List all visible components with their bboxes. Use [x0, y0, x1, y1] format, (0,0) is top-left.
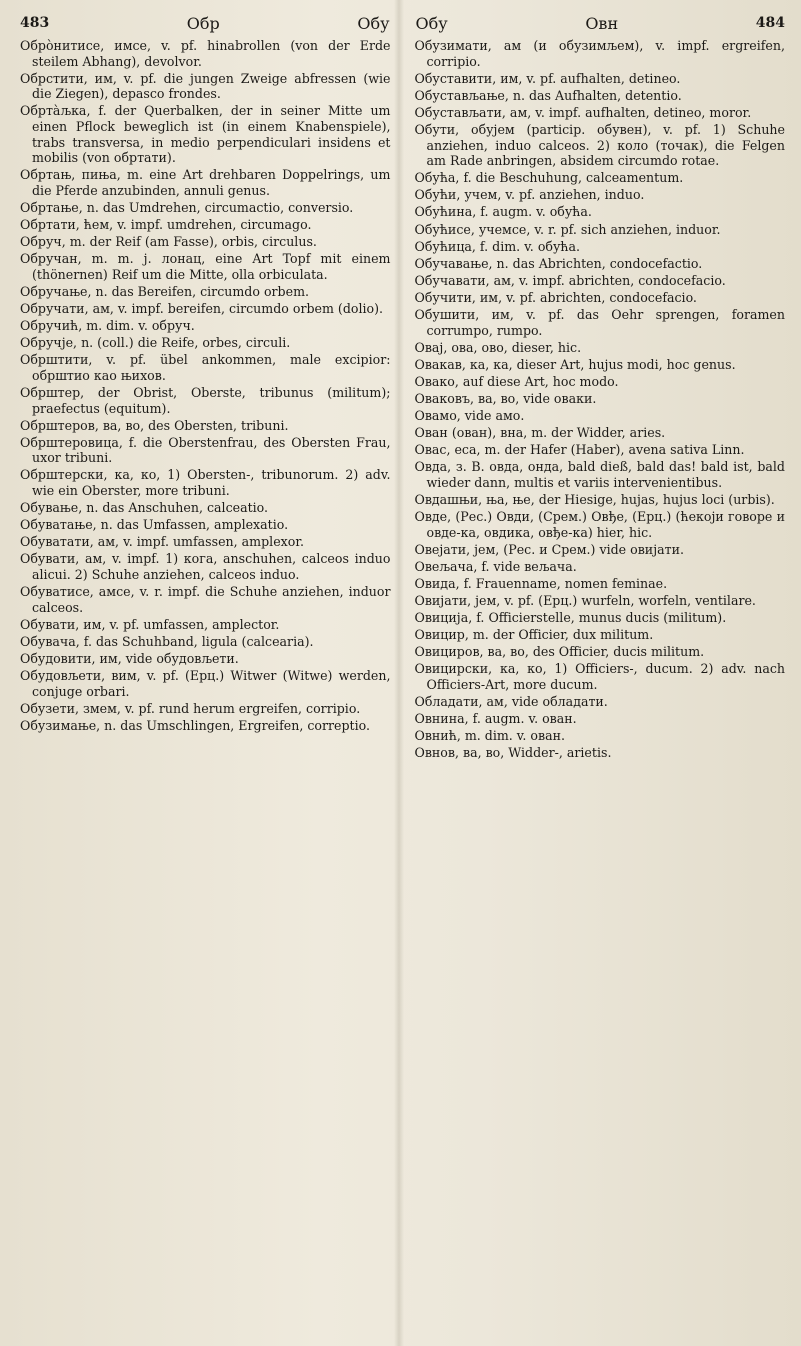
right-column	[415, 38, 786, 763]
guide-word-right-first: Обу	[415, 13, 448, 33]
dictionary-entry: Обручје, n. (coll.) die Reife, orbes, circuli.	[20, 335, 291, 351]
dictionary-entry: Обрта̀љка, f. der Querbalken, der in seiner Mitte um einen Pflock beweglich ist (in einem Knabenspiele), trabs transversa, in medio perpendiculari insidens et mobilis (von обртати).	[20, 103, 391, 166]
dictionary-entry: Обруч, m. der Reif (am Fasse), orbis, circulus.	[20, 234, 317, 250]
dictionary-entry: Обућа, f. die Beschuhung, calceamentum.	[414, 170, 684, 186]
dictionary-entry: Обустављати, ам, v. impf. aufhalten, detineo, moror.	[414, 104, 752, 120]
page-gutter	[394, 0, 404, 1346]
dictionary-entry: Ован (ован), вна, m. der Widder, aries.	[414, 425, 666, 441]
dictionary-entry: Обуставити, им, v. pf. aufhalten, detineo.	[414, 70, 681, 86]
dictionary-entry: Овељача, f. vide вељача.	[414, 558, 577, 574]
dictionary-entry: Обучити, им, v. pf. abrichten, condocefacio.	[414, 289, 697, 305]
dictionary-entry: Обућисе, учемсе, v. r. pf. sich anziehen, induor.	[414, 221, 721, 237]
page-number-left: 483	[20, 15, 50, 31]
dictionary-entry: Овако, auf diese Art, hoc modo.	[414, 373, 619, 389]
dictionary-entry: Овакав, ка, ка, dieser Art, hujus modi, hoc genus.	[414, 356, 736, 372]
dictionary-entry: Обузети, змем, v. pf. rund herum ergreifen, corripio.	[20, 700, 361, 716]
dictionary-entry: Овнина, f. augm. v. ован.	[414, 711, 577, 727]
dictionary-entry: Овнов, ва, во, Widder-, arietis.	[414, 745, 612, 761]
dictionary-entry: Обући, учем, v. pf. anziehen, induo.	[414, 187, 645, 203]
dictionary-entry: Обрштер, der Obrist, Oberste, tribunus (militum); praefectus (equitum).	[20, 384, 391, 416]
dictionary-entry: Обузимати, ам (и обузимљем), v. impf. ergreifen, corripio.	[414, 38, 785, 69]
dictionary-entry: Обување, n. das Anschuhen, calceatio.	[20, 500, 269, 516]
dictionary-entry: Овицир, m. der Officier, dux militum.	[414, 627, 654, 643]
dictionary-entry: Обучавати, ам, v. impf. abrichten, condocefacio.	[414, 272, 726, 288]
dictionary-entry: Овнић, m. dim. v. ован.	[414, 728, 566, 744]
dictionary-entry: Обртати, ћем, v. impf. umdrehen, circumago.	[20, 217, 312, 233]
page-number-right: 484	[755, 15, 785, 31]
dictionary-entry: Овдашњи, ња, ње, der Hiesige, hujas, hujus loci (urbis).	[414, 492, 775, 508]
guide-word-right-last: Овн	[585, 13, 619, 33]
dictionary-entry: Обрштити, v. pf. übel ankommen, male excipior: обрштио као њихов.	[20, 352, 391, 383]
dictionary-entry: Овејати, јем, (Рес. и Срем.) vide овијати.	[414, 541, 684, 557]
dictionary-entry: Обувати, им, v. pf. umfassen, amplector.	[20, 616, 280, 632]
dictionary-entry: Обручић, m. dim. v. обруч.	[20, 318, 195, 334]
dictionary-entry: Обуватати, ам, v. impf. umfassen, amplexor.	[20, 534, 304, 550]
dictionary-entry: Овај, ова, ово, dieser, hic.	[414, 339, 582, 355]
dictionary-entry: Овициров, ва, во, des Officier, ducis militum.	[414, 644, 705, 660]
dictionary-entry: Обуватисе, амсе, v. r. impf. die Schuhe anziehen, induor calceos.	[20, 584, 391, 615]
dictionary-entry: Обручање, n. das Bereifen, circumdo orbem.	[20, 283, 310, 299]
dictionary-entry: Оваковъ, ва, во, vide оваки.	[414, 390, 597, 406]
dictionary-entry: Овида, f. Frauenname, nomen feminae.	[414, 576, 668, 591]
dictionary-entry: Обрòнитисе, имсе, v. pf. hinabrollen (von der Erde steilem Abhang), devolvor.	[20, 38, 391, 69]
dictionary-entry: Обучавање, n. das Abrichten, condocefactio.	[414, 255, 703, 271]
dictionary-entry: Обућица, f. dim. v. обућа.	[414, 238, 581, 254]
dictionary-entry: Обрштеровица, f. die Oberstenfrau, des Obersten Frau, uxor tribuni.	[20, 434, 391, 466]
guide-word-left-first: Обр	[186, 13, 220, 33]
dictionary-entry: Обудовити, им, vide обудовљети.	[20, 650, 239, 666]
dictionary-entry: Обртањ, пиња, m. eine Art drehbaren Doppelrings, um die Pferde anzubinden, annuli genus.	[20, 167, 391, 198]
dictionary-entry: Обути, обујем (particip. обувен), v. pf. 1) Schuhe anziehen, induo calceos. 2) коло (точак), die Felgen am Rade anbringen, absidem circumdo rotae.	[414, 121, 785, 169]
dictionary-entry: Овде, (Рес.) Овди, (Срем.) Овђе, (Ерц.) (ћекоји говоре и овде-ка, овдика, овђе-ка) hier, hic.	[414, 509, 785, 540]
dictionary-entry: Обувати, ам, v. impf. 1) кога, anschuhen, calceos induo alicui. 2) Schuhe anziehen, calceos induo.	[20, 551, 391, 582]
left-column	[20, 38, 391, 763]
dictionary-entry: Овијати, јем, v. pf. (Ерц.) wurfeln, worfeln, ventilare.	[414, 593, 756, 609]
dictionary-entry: Обушити, им, v. pf. das Oehr sprengen, foramen corrumpo, rumpo.	[414, 307, 785, 338]
dictionary-entry: Обуватање, n. das Umfassen, amplexatio.	[20, 517, 289, 533]
dictionary-entry: Овда, з. В. овда, онда, bald dieß, bald das! bald ist, bald wieder dann, multis et variis intervenientibus.	[414, 459, 785, 490]
guide-word-left-last: Обу	[357, 13, 390, 33]
dictionary-entry: Овицирски, ка, ко, 1) Officiers-, ducum. 2) adv. nach Officiers-Art, more ducum.	[414, 661, 785, 693]
dictionary-entry: Обручати, ам, v. impf. bereifen, circumdo orbem (dolio).	[20, 301, 384, 316]
dictionary-entry: Обудовљети, вим, v. pf. (Ерц.) Witwer (Witwe) werden, conjuge orbari.	[20, 668, 391, 699]
dictionary-entry: Обрштеров, ва, во, des Obersten, tribuni.	[20, 417, 289, 433]
dictionary-entry: Обрстити, им, v. pf. die jungen Zweige abfressen (wie die Ziegen), depasco frondes.	[20, 70, 391, 102]
dictionary-entry: Обрштерски, ка, ко, 1) Obersten-, tribunorum. 2) adv. wie ein Oberster, more tribuni.	[20, 467, 391, 499]
dictionary-entry: Обувача, f. das Schuhband, ligula (calcearia).	[20, 633, 314, 649]
dictionary-entry: Обућина, f. augm. v. обућа.	[414, 204, 592, 220]
dictionary-entry: Овас, еса, m. der Hafer (Haber), avena sativa Linn.	[414, 442, 745, 458]
header-right	[416, 14, 786, 33]
dictionary-entry: Обладати, ам, vide обладати.	[414, 694, 608, 710]
dictionary-entry: Обртање, n. das Umdrehen, circumactio, conversio.	[20, 199, 354, 215]
dictionary-entry: Обручан, m. m. j. лонац, eine Art Topf mit einem (thönernen) Reif um die Mitte, olla orbiculata.	[20, 251, 391, 282]
dictionary-entry: Овицијa, f. Officierstelle, munus ducis (militum).	[414, 610, 727, 626]
header-left	[20, 14, 390, 33]
dictionary-entry: Овамо, vide амо.	[414, 408, 525, 424]
dictionary-entry: Обустављање, n. das Aufhalten, detentio.	[414, 87, 682, 103]
dictionary-entry: Обузимање, n. das Umschlingen, Ergreifen, correptio.	[20, 717, 370, 733]
